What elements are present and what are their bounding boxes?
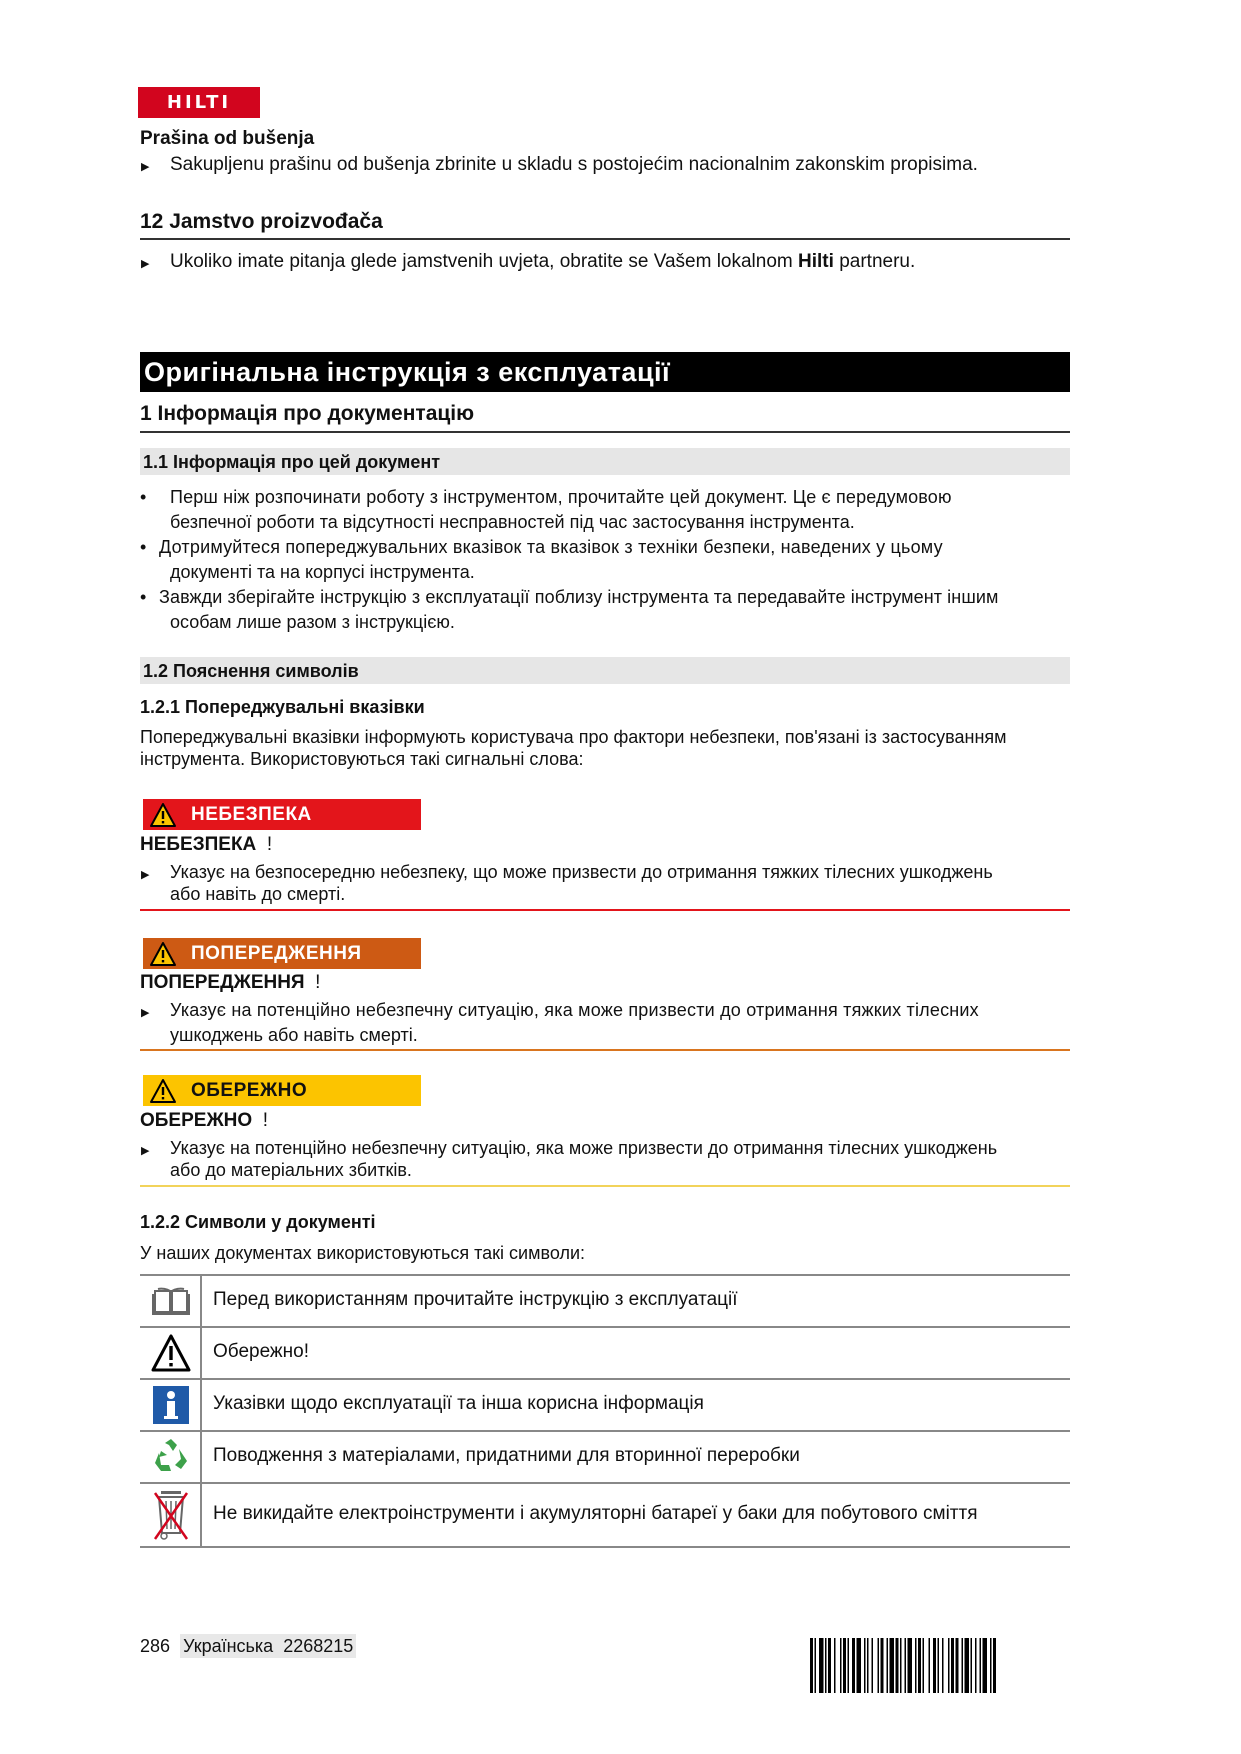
- barcode-bar: [815, 1638, 817, 1693]
- barcode-bar: [918, 1638, 921, 1693]
- footer-language: Українська: [183, 1636, 274, 1656]
- caution-label-text: ОБЕРЕЖНО: [191, 1079, 308, 1101]
- info-icon: [152, 1385, 190, 1425]
- barcode-bar: [938, 1638, 940, 1693]
- warranty-item-pre: Ukoliko imate pitanja glede jamstvenih uvjeta, obratite se Vašem lokalnom: [170, 251, 799, 272]
- intro-line2: інструмента. Використовуються такі сигнальні слова:: [140, 749, 584, 769]
- barcode-bar: [864, 1638, 866, 1693]
- warning-signal-label: [143, 938, 421, 969]
- warning-heading-excl: !: [315, 972, 321, 993]
- barcode: [810, 1638, 1069, 1693]
- subsection-1-2-2-heading: 1.2.2 Символи у документі: [140, 1212, 376, 1232]
- barcode-bar: [962, 1638, 964, 1693]
- barcode-bar: [900, 1638, 902, 1693]
- warranty-item: [170, 251, 915, 273]
- symbol-icon-cell: [140, 1276, 202, 1326]
- barcode-bar: [881, 1638, 884, 1693]
- danger-label-text: НЕБЕЗПЕКА: [191, 803, 312, 825]
- warning-triangle-icon: [149, 1078, 177, 1104]
- barcode-bar: [980, 1638, 982, 1693]
- warning-heading: [140, 972, 320, 994]
- barcode-bar: [933, 1638, 936, 1693]
- recycling-icon: [151, 1437, 191, 1477]
- warning-triangle-icon: [149, 802, 177, 828]
- bullet-dot: •: [140, 487, 147, 507]
- bullet-arrow-icon: ▶: [141, 258, 150, 270]
- bullet-3-line2: особам лише разом з інструкцією.: [170, 612, 455, 632]
- barcode-bar: [843, 1638, 846, 1693]
- danger-line2: або навіть до смерті.: [170, 884, 346, 904]
- warranty-item-post: partneru.: [833, 251, 916, 272]
- barcode-bar: [905, 1638, 907, 1693]
- symbol-icon-cell: [140, 1328, 202, 1378]
- bullet-arrow-icon: ▶: [141, 1007, 150, 1019]
- symbol-text: Поводження з матеріалами, придатними для вторинної переробки: [213, 1445, 800, 1466]
- symbol-text: Обережно!: [213, 1341, 309, 1362]
- caution-heading-excl: !: [262, 1110, 268, 1131]
- barcode-bar: [908, 1638, 913, 1693]
- intro-line1: Попереджувальні вказівки інформують користувача про фактори небезпеки, пов'язані із застосуванням: [140, 727, 1007, 747]
- barcode-bar: [825, 1638, 827, 1693]
- barcode-bar: [828, 1638, 831, 1693]
- subsection-1-2-1-heading: 1.2.1 Попереджувальні вказівки: [140, 697, 425, 717]
- dust-item: Sakupljenu prašinu od bušenja zbrinite u skladu s postojećim nacionalnim zakonskim propisima.: [170, 154, 978, 175]
- bullet-dot: •: [140, 537, 147, 557]
- divider: [140, 238, 1070, 240]
- danger-signal-label: [143, 799, 421, 830]
- footer: [140, 1636, 356, 1657]
- barcode-bar: [951, 1638, 954, 1693]
- symbol-icon-cell: [140, 1432, 202, 1482]
- barcode-bar: [975, 1638, 977, 1693]
- bullet-arrow-icon: ▶: [141, 869, 150, 881]
- danger-rule: [140, 909, 1070, 911]
- bullet-2-line1: Дотримуйтеся попереджувальних вказівок та вказівок з техніки безпеки, наведених у цьому: [159, 537, 943, 557]
- warning-line2: ушкоджень або навіть смерті.: [170, 1025, 418, 1045]
- barcode-bar: [965, 1638, 970, 1693]
- symbol-row-warning: [140, 1326, 1070, 1378]
- logo-text: HILTI: [166, 92, 232, 113]
- danger-heading: [140, 834, 272, 856]
- barcode-bar: [878, 1638, 880, 1693]
- doc-number: 2268215: [283, 1636, 354, 1656]
- barcode-bar: [890, 1638, 895, 1693]
- symbol-row-bin: [140, 1482, 1070, 1548]
- crossed-bin-icon: [153, 1487, 189, 1543]
- bullet-1-line2: безпечної роботи та відсутності несправностей під час застосування інструмента.: [170, 512, 855, 532]
- divider: [140, 431, 1070, 433]
- main-title: Оригінальна інструкція з експлуатації: [140, 352, 1070, 392]
- dust-title: Prašina od bušenja: [140, 128, 315, 149]
- bullet-3-line1: Завжди зберігайте інструкцію з експлуатації поблизу інструмента та передавайте інструмент іншим: [159, 587, 999, 607]
- barcode-bar: [848, 1638, 850, 1693]
- barcode-bar: [956, 1638, 959, 1693]
- warning-rule: [140, 1049, 1070, 1051]
- caution-line1: Указує на потенційно небезпечну ситуацію, яка може призвести до отримання тілесних ушкоджень: [170, 1138, 998, 1158]
- bullet-dot: •: [140, 587, 147, 607]
- symbol-text: Указівки щодо експлуатації та інша корисна інформація: [213, 1393, 704, 1414]
- barcode-bar: [819, 1638, 824, 1693]
- bullet-arrow-icon: ▶: [141, 161, 150, 173]
- barcode-bar: [887, 1638, 889, 1693]
- barcode-bar: [867, 1638, 869, 1693]
- barcode-bar: [810, 1638, 813, 1693]
- page-number: 286: [140, 1636, 171, 1656]
- danger-heading-excl: !: [266, 834, 273, 855]
- bullet-2-line2: документі та на корпусі інструмента.: [170, 562, 475, 582]
- caution-heading-text: ОБЕРЕЖНО: [140, 1110, 253, 1131]
- barcode-bar: [872, 1638, 874, 1693]
- caution-signal-label: [143, 1075, 421, 1106]
- symbol-row-info: [140, 1378, 1070, 1430]
- danger-line1: Указує на безпосередню небезпеку, що може призвести до отримання тяжких тілесних ушкоджень: [170, 862, 993, 882]
- symbols-intro: У наших документах використовуються такі символи:: [140, 1243, 586, 1263]
- warning-heading-text: ПОПЕРЕДЖЕННЯ: [140, 972, 305, 993]
- caution-heading: [140, 1110, 268, 1132]
- barcode-bar: [971, 1638, 973, 1693]
- barcode-bar: [929, 1638, 931, 1693]
- subsection-1-1-heading: 1.1 Інформація про цей документ: [143, 452, 441, 472]
- warning-triangle-icon: [150, 1333, 192, 1373]
- barcode-bar: [857, 1638, 862, 1693]
- warning-triangle-icon: [149, 941, 177, 967]
- barcode-bar: [983, 1638, 988, 1693]
- warranty-brand: Hilti: [798, 251, 834, 272]
- barcode-bar: [993, 1638, 996, 1693]
- hilti-logo: [138, 87, 260, 118]
- barcode-bar: [915, 1638, 917, 1693]
- symbol-row-book: [140, 1274, 1070, 1326]
- barcode-bar: [896, 1638, 899, 1693]
- bullet-arrow-icon: ▶: [141, 1145, 150, 1157]
- warning-label-text: ПОПЕРЕДЖЕННЯ: [191, 942, 362, 964]
- section-1-heading: 1 Інформація про документацію: [140, 402, 475, 425]
- barcode-bar: [942, 1638, 944, 1693]
- warranty-heading: 12 Jamstvo proizvođača: [140, 210, 383, 233]
- symbol-icon-cell: [140, 1484, 202, 1546]
- barcode-bar: [852, 1638, 855, 1693]
- symbol-text: Не викидайте електроінструменти і акумуляторні батареї у баки для побутового сміття: [213, 1503, 978, 1524]
- barcode-bar: [834, 1638, 836, 1693]
- footer-language-box: [180, 1634, 356, 1658]
- barcode-bar: [990, 1638, 992, 1693]
- symbol-row-recycling: [140, 1430, 1070, 1482]
- barcode-bar: [923, 1638, 925, 1693]
- caution-rule: [140, 1185, 1070, 1187]
- symbol-icon-cell: [140, 1380, 202, 1430]
- caution-line2: або до матеріальних збитків.: [170, 1160, 412, 1180]
- warning-line1: Указує на потенційно небезпечну ситуацію, яка може призвести до отримання тяжких тілесних: [170, 1000, 979, 1020]
- book-icon: [152, 1286, 190, 1316]
- subsection-1-2-heading: 1.2 Пояснення символів: [143, 661, 359, 681]
- symbol-text: Перед використанням прочитайте інструкцію з експлуатації: [213, 1289, 738, 1310]
- barcode-bar: [948, 1638, 950, 1693]
- bullet-1-line1: Перш ніж розпочинати роботу з інструментом, прочитайте цей документ. Це є передумовою: [170, 487, 952, 507]
- danger-heading-text: НЕБЕЗПЕКА: [140, 834, 257, 855]
- barcode-bar: [840, 1638, 842, 1693]
